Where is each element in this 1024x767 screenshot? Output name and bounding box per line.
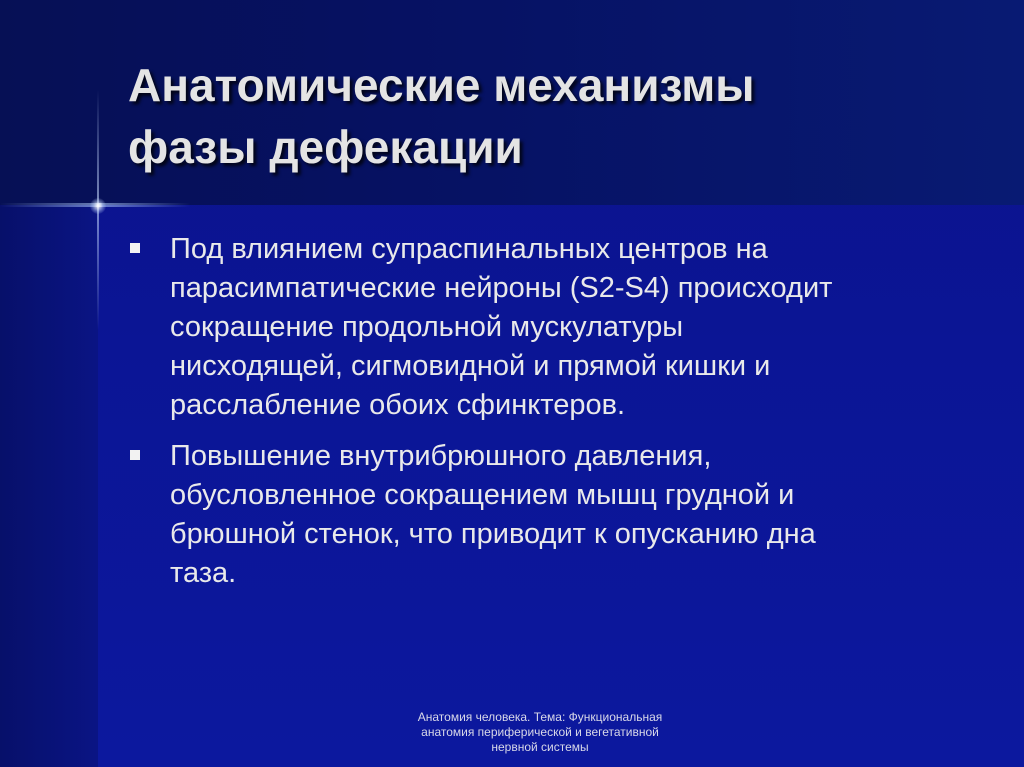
bullet-item <box>128 437 958 593</box>
bullet-line: расслабление обоих сфинктеров. <box>170 389 626 421</box>
bullet-list <box>128 230 958 605</box>
bullet-line: парасимпатические нейроны (S2-S4) происходит <box>170 272 833 304</box>
footer-line: нервной системы <box>491 740 589 754</box>
bullet-line: нисходящей, сигмовидной и прямой кишки и <box>170 350 771 382</box>
slide-title-line: фазы дефекации <box>128 121 523 173</box>
slide-title-line: Анатомические механизмы <box>128 59 755 111</box>
bullet-line: Повышение внутрибрюшного давления, <box>170 440 712 472</box>
left-accent-band <box>0 205 98 767</box>
footer-line: Анатомия человека. Тема: Функциональная <box>417 710 663 724</box>
bullet-text <box>170 437 958 593</box>
light-flare-star-icon <box>90 198 106 214</box>
bullet-line: обусловленное сокращением мышц грудной и <box>170 479 795 511</box>
bullet-text <box>170 230 958 425</box>
bullet-line: брюшной стенок, что приводит к опусканию дна <box>170 518 816 550</box>
bullet-item <box>128 230 958 425</box>
bullet-line: Под влиянием супраспинальных центров на <box>170 233 768 265</box>
bullet-line: таза. <box>170 557 237 589</box>
slide-footer <box>360 710 720 755</box>
square-bullet-icon <box>130 243 140 253</box>
slide-title <box>128 54 988 178</box>
bullet-line: сокращение продольной мускулатуры <box>170 311 684 343</box>
square-bullet-icon <box>130 450 140 460</box>
footer-line: анатомия периферической и вегетативной <box>421 725 659 739</box>
